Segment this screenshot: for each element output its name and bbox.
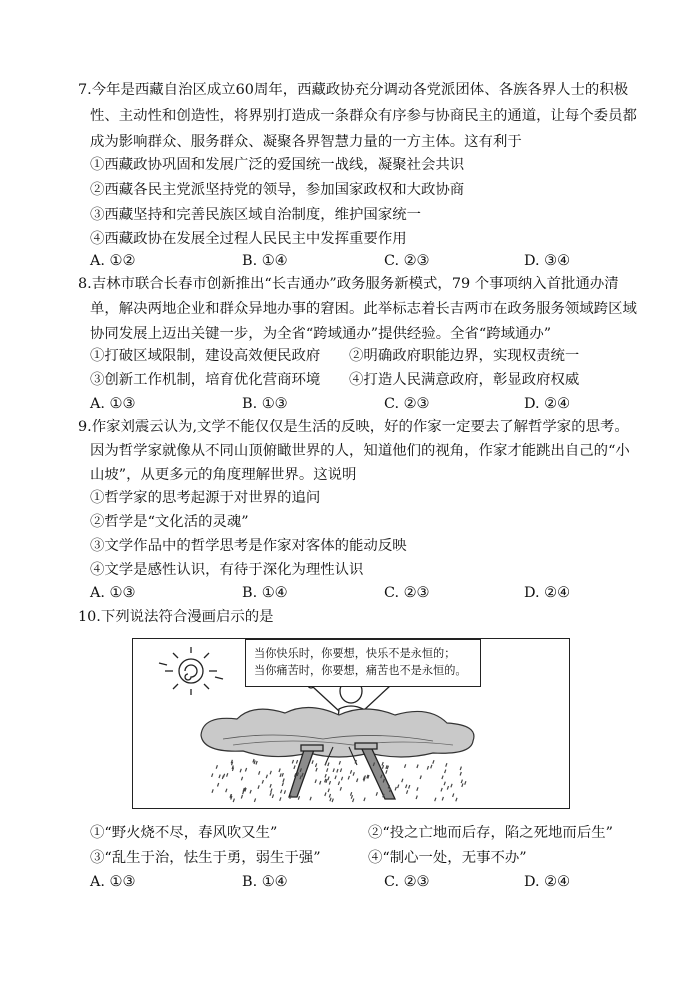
rain-drop xyxy=(325,774,326,778)
q8-choice-d[interactable]: D. ②④ xyxy=(524,396,570,412)
rain-drop xyxy=(219,775,220,779)
rain-drop xyxy=(325,793,326,797)
rain-drop xyxy=(460,772,461,776)
rain-drop xyxy=(409,785,410,789)
rain-drop xyxy=(441,788,442,792)
rain-drop xyxy=(216,765,217,769)
q8-options-row-1: ①打破区域限制，建设高效便民政府 ②明确政府职能边界，实现权责统一 xyxy=(90,348,580,364)
rain-drop xyxy=(462,783,463,787)
rain-drop xyxy=(272,794,273,798)
q9-option-3: ③文学作品中的哲学思考是作家对客体的能动反映 xyxy=(90,538,407,554)
q9-choice-b[interactable]: B. ①④ xyxy=(242,585,288,601)
rain-drop xyxy=(282,782,283,786)
rain-drop xyxy=(270,784,271,788)
rain-drop xyxy=(335,776,336,780)
rain-drop xyxy=(445,770,446,774)
rain-drop xyxy=(253,759,254,763)
q9-choices xyxy=(90,583,650,603)
rain-drop xyxy=(348,776,349,780)
rain-drop xyxy=(298,796,299,800)
rain-drop xyxy=(420,776,421,780)
rain-drop xyxy=(357,779,358,783)
q10-option-3: ③“乱生于治，怯生于勇，弱生于强” xyxy=(90,850,321,866)
rain-drop xyxy=(398,785,399,789)
q7-choice-d[interactable]: D. ③④ xyxy=(524,253,570,269)
rain-drop xyxy=(283,779,284,783)
rain-drop xyxy=(333,768,334,772)
q8-stem-line-1: 8.吉林市联合长春市创新推出“长吉通办”政务服务新模式，79 个事项纳入首批通办清 xyxy=(78,276,619,292)
q9-stem-line-3: 山坡”，从更多元的角度理解世界。这说明 xyxy=(90,467,357,483)
q10-option-4: ④“制心一处，无事不办” xyxy=(368,850,527,866)
q10-choice-a[interactable]: A. ①③ xyxy=(90,874,136,890)
rain-drop xyxy=(316,763,317,767)
rain-drop xyxy=(218,783,219,787)
rain-drop xyxy=(340,787,341,791)
rain-drop xyxy=(338,781,339,785)
q10-choice-c[interactable]: C. ②③ xyxy=(384,874,430,890)
rain-drop xyxy=(444,782,445,786)
q10-option-2: ②“投之亡地而后存，陷之死地而后生” xyxy=(368,825,613,841)
rain-drop xyxy=(245,768,246,772)
cartoon-text-line-1: 当你快乐时，你要想，快乐不是永恒的； xyxy=(254,647,456,660)
rain-drop xyxy=(461,780,462,784)
rain-drop xyxy=(240,769,241,773)
q9-choice-c[interactable]: C. ②③ xyxy=(384,585,430,601)
q9-option-2: ②哲学是“文化活的灵魂” xyxy=(90,514,249,530)
q10-stem: 10.下列说法符合漫画启示的是 xyxy=(78,609,274,625)
rain-drop xyxy=(332,799,333,803)
rain-drop xyxy=(256,761,257,765)
rain-drop xyxy=(395,787,396,791)
cartoon-illustration xyxy=(132,638,570,809)
rain-drop xyxy=(465,781,466,785)
rain-drop xyxy=(376,792,377,796)
q8-stem-line-3: 协同发展上迈出关键一步，为全省“跨域通办”提供经验。全省“跨域通办” xyxy=(90,326,552,342)
rain-drop xyxy=(341,777,342,781)
q10-choice-d[interactable]: D. ②④ xyxy=(524,874,570,890)
q7-option-1: ①西藏政协巩固和发展广泛的爱国统一战线，凝聚社会共识 xyxy=(90,157,465,173)
rain-drop xyxy=(233,799,234,803)
rain-drop xyxy=(279,769,280,773)
cartoon-text-line-2: 当你痛苦时，你要想，痛苦也不是永恒的。 xyxy=(254,664,467,677)
q9-stem-line-1: 9.作家刘震云认为,文学不能仅仅是生活的反映，好的作家一定要去了解哲学家的思考。 xyxy=(78,419,629,435)
rain-drop xyxy=(312,760,313,764)
rain-drop xyxy=(284,790,285,794)
q7-choice-b[interactable]: B. ①④ xyxy=(242,253,288,269)
rain-drop xyxy=(427,766,428,770)
q7-choice-a[interactable]: A. ①② xyxy=(90,253,136,269)
rain-drop xyxy=(241,777,242,781)
rain-drop xyxy=(329,781,330,785)
rain-drop xyxy=(212,773,213,777)
q8-choice-c[interactable]: C. ②③ xyxy=(384,396,430,412)
rain-drop xyxy=(280,773,281,777)
rain-drop xyxy=(351,792,352,796)
rain-drop xyxy=(282,773,283,777)
rain-drop xyxy=(460,767,461,771)
q7-choice-c[interactable]: C. ②③ xyxy=(384,253,430,269)
q7-option-4: ④西藏政协在发展全过程人民民主中发挥重要作用 xyxy=(90,231,407,247)
rain-drop xyxy=(339,761,340,765)
rain-drop xyxy=(417,787,418,791)
q7-stem-line-2: 性、主动性和创造性，将界别打造成一条群众有序参与协商民主的通道，让每个委员都 xyxy=(90,108,637,124)
rain-drop xyxy=(271,789,272,793)
q8-options-row-2: ③创新工作机制，培育优化营商环境 ④打造人民满意政府，彰显政府权威 xyxy=(90,372,580,388)
q8-choice-a[interactable]: A. ①③ xyxy=(90,396,136,412)
q8-stem-line-2: 单，解决两地企业和群众异地办事的窘困。此举标志着长吉两市在政务服务领域跨区域 xyxy=(90,301,637,317)
rain-drop xyxy=(328,777,329,781)
q9-choice-d[interactable]: D. ②④ xyxy=(524,585,570,601)
rain-drop xyxy=(447,786,448,790)
rain-drop xyxy=(262,780,263,784)
q7-option-2: ②西藏各民主党派坚持党的领导，参加国家政权和大政协商 xyxy=(90,182,465,198)
rain-drop xyxy=(270,771,271,775)
rain-drop xyxy=(351,795,352,799)
rain-drop xyxy=(407,790,408,794)
rain-drop xyxy=(402,779,403,783)
rain-drop xyxy=(310,797,311,801)
rain-drop xyxy=(353,772,354,776)
rain-drop xyxy=(431,765,432,769)
rain-drop xyxy=(442,776,443,780)
q7-option-3: ③西藏坚持和完善民族区域自治制度，维护国家统一 xyxy=(90,207,421,223)
rain-drop xyxy=(254,761,255,765)
rain-cloud-icon xyxy=(201,707,474,757)
rain-drop xyxy=(417,765,418,769)
rain-drop xyxy=(226,789,227,793)
rain-drop xyxy=(212,789,213,793)
q10-option-1: ①“野火烧不尽，春风吹又生” xyxy=(90,825,278,841)
q7-stem-line-3: 成为影响群众、服务群众、凝聚各界智慧力量的一方主体。这有利于 xyxy=(90,134,522,150)
rain-drop xyxy=(258,785,259,789)
rain-drop xyxy=(241,795,242,799)
rain-drop xyxy=(416,796,417,800)
rain-drop xyxy=(446,763,447,767)
q9-choice-a[interactable]: A. ①③ xyxy=(90,585,136,601)
q10-choice-b[interactable]: B. ①④ xyxy=(242,874,288,890)
rain-drop xyxy=(325,762,326,766)
rain-drop xyxy=(451,784,452,788)
speech-bubble xyxy=(245,639,481,687)
rain-drop xyxy=(442,797,443,801)
rain-drop xyxy=(340,768,341,772)
rain-drops xyxy=(212,759,466,802)
rain-drop xyxy=(350,770,351,774)
rain-drop xyxy=(328,789,329,793)
sun-icon xyxy=(159,647,223,695)
rain-drop xyxy=(294,765,295,769)
rain-drop xyxy=(364,798,365,802)
rain-drop xyxy=(329,794,330,798)
rain-drop xyxy=(223,774,224,778)
q8-choice-b[interactable]: B. ①③ xyxy=(242,396,288,412)
rain-drop xyxy=(296,760,297,764)
rain-drop xyxy=(353,799,354,803)
rain-drop xyxy=(292,760,293,764)
q7-stem-line-1: 7.今年是西藏自治区成立60周年，西藏政协充分调动各党派团体、各族各界人士的积极 xyxy=(78,82,629,98)
rain-drop xyxy=(270,792,271,796)
rain-drop xyxy=(320,781,321,785)
rain-drop xyxy=(266,775,267,779)
rain-drop xyxy=(254,798,255,802)
rain-drop xyxy=(280,797,281,801)
rain-drop xyxy=(337,769,338,773)
rain-drop xyxy=(435,798,436,802)
rain-drop xyxy=(281,790,282,794)
rain-drop xyxy=(406,785,407,789)
rain-drop xyxy=(227,773,228,777)
rain-drop xyxy=(327,768,328,772)
q7-choices xyxy=(90,251,650,271)
rain-drop xyxy=(386,770,387,774)
q10-choices xyxy=(90,872,650,892)
rain-drop xyxy=(453,793,454,797)
rain-drop xyxy=(405,764,406,768)
rain-drop xyxy=(328,763,329,767)
q9-option-1: ①哲学家的思考起源于对世界的追问 xyxy=(90,490,321,506)
q8-choices xyxy=(90,394,650,414)
rain-drop xyxy=(330,798,331,802)
rain-drop xyxy=(456,798,457,802)
q9-stem-line-2: 因为哲学家就像从不同山顶俯瞰世界的人，知道他们的视角，作家才能跳出自己的“小 xyxy=(90,443,630,459)
rain-drop xyxy=(259,771,260,775)
rain-drop xyxy=(433,760,434,764)
rain-drop xyxy=(250,790,251,794)
rain-drop xyxy=(315,779,316,783)
q9-option-4: ④文学是感性认识，有待于深化为理性认识 xyxy=(90,562,364,578)
rain-drop xyxy=(316,768,317,772)
